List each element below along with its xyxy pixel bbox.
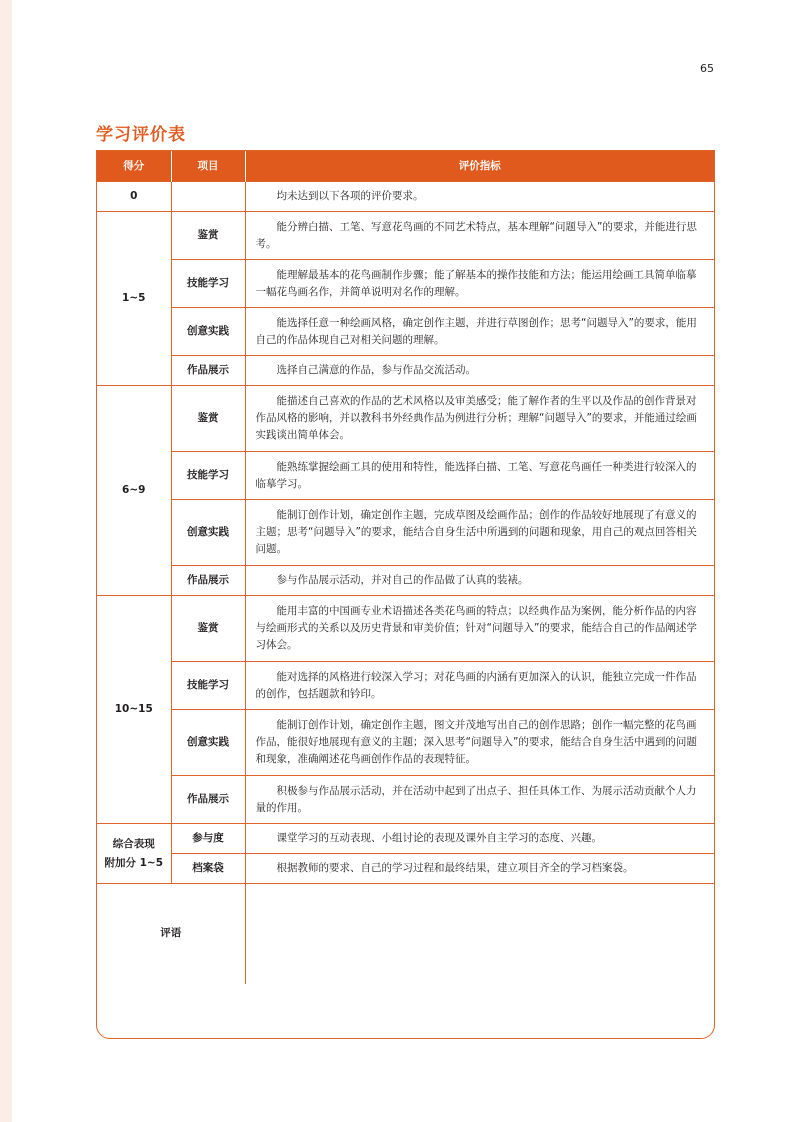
criteria-cell: 能制订创作计划，确定创作主题，完成草图及绘画作品；创作的作品较好地展现了有意义的主题；思考“问题导入”的要求，能结合自身生活中所遇到的问题和现象，用自己的观点回答相关问题。 [245, 500, 714, 566]
table-row [97, 566, 714, 596]
score-cell: 0 [97, 182, 171, 212]
table-row [97, 386, 714, 452]
criteria-cell: 能用丰富的中国画专业术语描述各类花鸟画的特点；以经典作品为案例，能分析作品的内容与绘画形式的关系以及历史背景和审美价值；针对“问题导入”的要求，能结合自己的作品阐述学习体会。 [245, 596, 714, 662]
table-row [97, 452, 714, 500]
item-cell: 技能学习 [171, 452, 245, 500]
criteria-cell: 积极参与作品展示活动，并在活动中起到了出点子、担任具体工作、为展示活动贡献个人力量的作用。 [245, 776, 714, 824]
item-cell: 作品展示 [171, 356, 245, 386]
table-row [97, 662, 714, 710]
table-row [97, 182, 714, 212]
criteria-cell: 能描述自己喜欢的作品的艺术风格以及审美感受；能了解作者的生平以及作品的创作背景对作品风格的影响，并以教科书外经典作品为例进行分析；理解“问题导入”的要求，并能通过绘画实践谈出简单体会。 [245, 386, 714, 452]
item-cell: 鉴赏 [171, 386, 245, 452]
item-cell: 参与度 [171, 824, 245, 854]
header-criteria: 评价指标 [245, 151, 714, 182]
comment-row [97, 884, 714, 984]
item-cell: 档案袋 [171, 854, 245, 884]
item-cell: 技能学习 [171, 662, 245, 710]
extra-score-cell [97, 824, 171, 884]
comment-label: 评语 [97, 884, 245, 984]
table-row [97, 308, 714, 356]
table-row [97, 596, 714, 662]
comment-area[interactable] [245, 884, 714, 984]
table-row [97, 776, 714, 824]
page-title: 学习评价表 [96, 125, 186, 145]
criteria-cell: 课堂学习的互动表现、小组讨论的表现及课外自主学习的态度、兴趣。 [245, 824, 714, 854]
evaluation-table-container [96, 150, 715, 1039]
item-cell [171, 182, 245, 212]
criteria-cell: 能对选择的风格进行较深入学习；对花鸟画的内涵有更加深入的认识，能独立完成一件作品的创作，包括题款和钤印。 [245, 662, 714, 710]
item-cell: 技能学习 [171, 260, 245, 308]
score-cell: 6~9 [97, 386, 171, 596]
page-number: 65 [700, 62, 714, 75]
item-cell: 创意实践 [171, 308, 245, 356]
table-row [97, 500, 714, 566]
table-row [97, 710, 714, 776]
criteria-cell: 根据教师的要求、自己的学习过程和最终结果，建立项目齐全的学习档案袋。 [245, 854, 714, 884]
criteria-cell: 能选择任意一种绘画风格，确定创作主题，并进行草图创作；思考“问题导入”的要求，能用自己的作品体现自己对相关问题的理解。 [245, 308, 714, 356]
criteria-cell: 能制订创作计划，确定创作主题，图文并茂地写出自己的创作思路；创作一幅完整的花鸟画作品，能很好地展现有意义的主题；深入思考“问题导入”的要求，能结合自身生活中遇到的问题和现象，准确阐述花鸟画创作作品的表现特征。 [245, 710, 714, 776]
item-cell: 创意实践 [171, 710, 245, 776]
extra-label-line1: 综合表现 [112, 837, 155, 850]
table-row [97, 260, 714, 308]
table-header-row [97, 151, 714, 182]
criteria-cell: 均未达到以下各项的评价要求。 [245, 182, 714, 212]
table-row [97, 212, 714, 260]
criteria-cell: 参与作品展示活动，并对自己的作品做了认真的装裱。 [245, 566, 714, 596]
criteria-cell: 能分辨白描、工笔、写意花鸟画的不同艺术特点，基本理解“问题导入”的要求，并能进行思考。 [245, 212, 714, 260]
criteria-cell: 选择自己满意的作品，参与作品交流活动。 [245, 356, 714, 386]
evaluation-table [97, 151, 714, 984]
table-row [97, 824, 714, 854]
page-side-strip [0, 0, 12, 1122]
header-score: 得分 [97, 151, 171, 182]
extra-label-line2: 附加分 1~5 [104, 856, 164, 869]
criteria-cell: 能熟练掌握绘画工具的使用和特性，能选择白描、工笔、写意花鸟画任一种类进行较深入的临摹学习。 [245, 452, 714, 500]
item-cell: 创意实践 [171, 500, 245, 566]
score-cell: 10~15 [97, 596, 171, 824]
item-cell: 作品展示 [171, 566, 245, 596]
item-cell: 作品展示 [171, 776, 245, 824]
criteria-cell: 能理解最基本的花鸟画制作步骤；能了解基本的操作技能和方法；能运用绘画工具简单临摹一幅花鸟画名作，并简单说明对名作的理解。 [245, 260, 714, 308]
table-row [97, 356, 714, 386]
header-item: 项目 [171, 151, 245, 182]
table-row [97, 854, 714, 884]
item-cell: 鉴赏 [171, 596, 245, 662]
score-cell: 1~5 [97, 212, 171, 386]
item-cell: 鉴赏 [171, 212, 245, 260]
